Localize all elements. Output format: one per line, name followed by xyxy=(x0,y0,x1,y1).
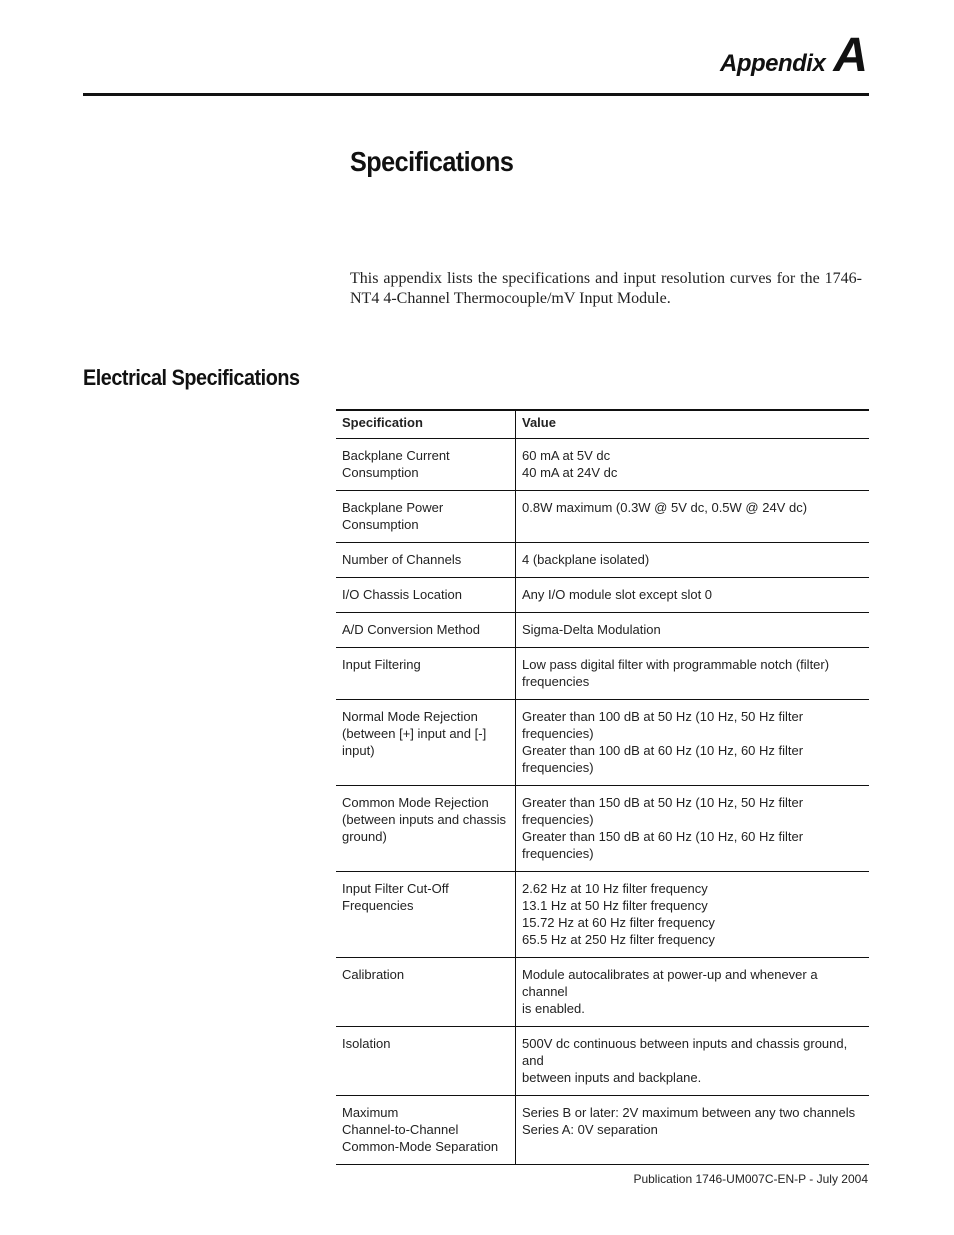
table-row xyxy=(336,648,869,700)
value-cell: 4 (backplane isolated) xyxy=(516,543,870,578)
value-cell: 60 mA at 5V dc 40 mA at 24V dc xyxy=(516,439,870,491)
table-row xyxy=(336,958,869,1027)
appendix-word: Appendix xyxy=(719,50,826,77)
table-row xyxy=(336,700,869,786)
table-row xyxy=(336,491,869,543)
value-cell: 0.8W maximum (0.3W @ 5V dc, 0.5W @ 24V dc) xyxy=(516,491,870,543)
spec-cell: Normal Mode Rejection (between [+] input and [-] input) xyxy=(336,700,516,786)
table-row xyxy=(336,578,869,613)
table-row xyxy=(336,872,869,958)
spec-cell: Input Filter Cut-Off Frequencies xyxy=(336,872,516,958)
column-header-specification: Specification xyxy=(336,410,516,439)
table-row xyxy=(336,1096,869,1165)
section-heading-electrical: Electrical Specifications xyxy=(83,365,300,390)
value-cell: Greater than 100 dB at 50 Hz (10 Hz, 50 Hz filter frequencies) Greater than 100 dB at 60 Hz (10 Hz, 60 Hz filter frequencies) xyxy=(516,700,870,786)
appendix-letter: A xyxy=(833,29,868,82)
table-row xyxy=(336,1027,869,1096)
intro-paragraph: This appendix lists the specifications and input resolution curves for the 1746-NT4 4-Channel Thermocouple/mV Input Module. xyxy=(350,270,862,307)
value-cell: Low pass digital filter with programmable notch (filter) frequencies xyxy=(516,648,870,700)
table-body xyxy=(336,439,869,1165)
value-cell: 2.62 Hz at 10 Hz filter frequency 13.1 Hz at 50 Hz filter frequency 15.72 Hz at 60 Hz filter frequency 65.5 Hz at 250 Hz filter frequency xyxy=(516,872,870,958)
spec-cell: Common Mode Rejection (between inputs and chassis ground) xyxy=(336,786,516,872)
spec-cell: A/D Conversion Method xyxy=(336,613,516,648)
table-row xyxy=(336,543,869,578)
spec-cell: Backplane Current Consumption xyxy=(336,439,516,491)
spec-cell: I/O Chassis Location xyxy=(336,578,516,613)
value-cell: Any I/O module slot except slot 0 xyxy=(516,578,870,613)
spec-cell: Maximum Channel-to-Channel Common-Mode Separation xyxy=(336,1096,516,1165)
table-row xyxy=(336,439,869,491)
header-rule xyxy=(83,93,869,96)
specifications-table xyxy=(336,409,869,1165)
table-row xyxy=(336,786,869,872)
value-cell: Module autocalibrates at power-up and whenever a channel is enabled. xyxy=(516,958,870,1027)
spec-cell: Backplane Power Consumption xyxy=(336,491,516,543)
page-title: Specifications xyxy=(350,146,514,177)
column-header-value: Value xyxy=(516,410,870,439)
value-cell: 500V dc continuous between inputs and chassis ground, and between inputs and backplane. xyxy=(516,1027,870,1096)
spec-cell: Calibration xyxy=(336,958,516,1027)
appendix-header xyxy=(719,29,868,82)
value-cell: Greater than 150 dB at 50 Hz (10 Hz, 50 Hz filter frequencies) Greater than 150 dB at 60 Hz (10 Hz, 60 Hz filter frequencies) xyxy=(516,786,870,872)
table-header-row xyxy=(336,410,869,439)
table-row xyxy=(336,613,869,648)
value-cell: Sigma-Delta Modulation xyxy=(516,613,870,648)
publication-footer: Publication 1746-UM007C-EN-P - July 2004 xyxy=(633,1172,868,1186)
spec-cell: Isolation xyxy=(336,1027,516,1096)
value-cell: Series B or later: 2V maximum between any two channels Series A: 0V separation xyxy=(516,1096,870,1165)
spec-cell: Number of Channels xyxy=(336,543,516,578)
spec-cell: Input Filtering xyxy=(336,648,516,700)
